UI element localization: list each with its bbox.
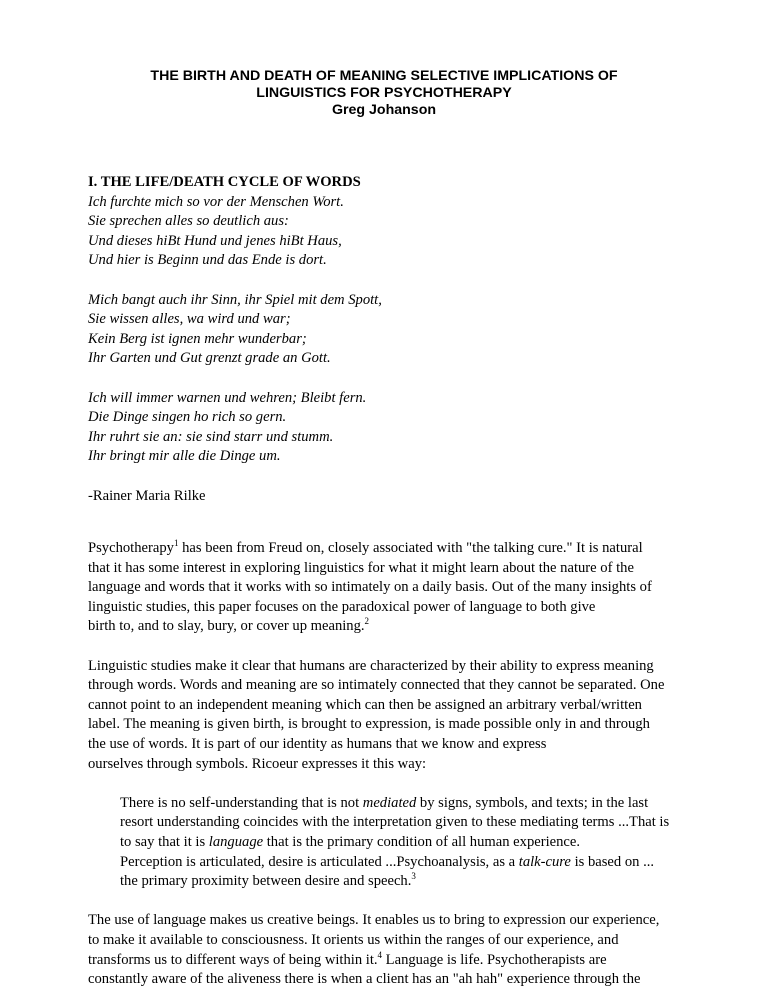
footnote-ref[interactable]: 2 xyxy=(364,616,370,627)
text-run: the primary proximity between desire and speech. xyxy=(120,873,412,890)
text-line: The use of language makes us creative beings. It enables us to bring to expression our experience, xyxy=(88,912,660,929)
paragraph-3 xyxy=(88,911,688,989)
text-line: linguistic studies, this paper focuses on the paradoxical power of language to both give xyxy=(88,598,596,615)
text-line: label. The meaning is given birth, is brought to expression, is made possible only in and through xyxy=(88,716,650,733)
text-line: the use of words. It is part of our identity as humans that we know and express xyxy=(88,736,547,753)
text-line: through words. Words and meaning are so intimately connected that they cannot be separated. One xyxy=(88,677,665,694)
text-line: that it has some interest in exploring linguistics for what it might learn about the nature of the xyxy=(88,559,634,576)
poem-stanza-3 xyxy=(88,389,688,467)
footnote-ref[interactable]: 3 xyxy=(411,871,416,882)
text-run: There is no self-understanding that is not xyxy=(120,794,363,811)
poem-line: Und dieses hiBt Hund und jenes hiBt Haus, xyxy=(88,232,342,249)
document-title xyxy=(0,68,768,119)
emphasis: language xyxy=(208,834,264,850)
emphasis: mediated xyxy=(362,794,417,811)
text-run: that is the primary condition of all human experience. xyxy=(263,834,581,850)
text-run: Perception is articulated, desire is articulated ...Psychoanalysis, as a xyxy=(120,853,519,870)
poem-line: Ich will immer warnen und wehren; Bleibt fern. xyxy=(88,389,367,406)
block-quote xyxy=(120,794,686,892)
text-run: is based on ... xyxy=(570,853,655,870)
text-run: Language is life. Psychotherapists are xyxy=(382,951,607,968)
text-line: language and words that it works with so intimately on a daily basis. Out of the many insights of xyxy=(88,579,652,596)
poem-line: Und hier is Beginn und das Ende is dort. xyxy=(88,252,327,269)
poem-line: Die Dinge singen ho rich so gern. xyxy=(88,409,287,426)
text-run: birth to, and to slay, bury, or cover up meaning. xyxy=(88,618,365,635)
poem-line: Kein Berg ist ignen mehr wunderbar; xyxy=(88,330,307,347)
author-name: Greg Johanson xyxy=(331,102,437,118)
poem-line: Ihr Garten und Gut grenzt grade an Gott. xyxy=(88,350,331,367)
paragraph-1 xyxy=(88,539,688,637)
poem-stanza-2 xyxy=(88,291,688,369)
text-run: has been from Freud on, closely associated with "the talking cure." It is natural xyxy=(178,540,643,557)
text-line: resort understanding coincides with the interpretation given to these mediating terms ...That is xyxy=(120,814,670,831)
title-line-2: LINGUISTICS FOR PSYCHOTHERAPY xyxy=(256,85,512,101)
footnote-ref[interactable]: 1 xyxy=(173,538,179,549)
text-line: Linguistic studies make it clear that humans are characterized by their ability to express meaning xyxy=(88,657,654,674)
text-run: transforms us to different ways of being within it. xyxy=(88,951,378,968)
poem-line: Ich furchte mich so vor der Menschen Wort. xyxy=(88,193,344,210)
text-run: Psychotherapy xyxy=(88,540,174,557)
poem-line: Mich bangt auch ihr Sinn, ihr Spiel mit dem Spott, xyxy=(88,291,382,308)
poem-line: Sie sprechen alles so deutlich aus: xyxy=(88,213,289,230)
poem-attribution: -Rainer Maria Rilke xyxy=(88,487,206,504)
text-line: ourselves through symbols. Ricoeur expresses it this way: xyxy=(88,755,427,772)
section-heading: I. THE LIFE/DEATH CYCLE OF WORDS xyxy=(88,174,361,190)
text-line: constantly aware of the aliveness there is when a client has an "ah hah" experience through the xyxy=(88,971,641,988)
text-line: to make it available to consciousness. It orients us within the ranges of our experience, and xyxy=(88,931,619,948)
document-body xyxy=(88,173,688,990)
text-line: cannot point to an independent meaning which can then be assigned an arbitrary verbal/written xyxy=(88,696,642,713)
poem-line: Ihr bringt mir alle die Dinge um. xyxy=(88,448,281,465)
title-line-1: THE BIRTH AND DEATH OF MEANING SELECTIVE IMPLICATIONS OF xyxy=(150,68,618,84)
paragraph-2 xyxy=(88,657,688,775)
text-run: to say that it is xyxy=(120,834,209,850)
poem xyxy=(88,193,688,467)
text-run: by signs, symbols, and texts; in the last xyxy=(416,794,649,811)
footnote-ref[interactable]: 4 xyxy=(377,949,383,960)
poem-stanza-1 xyxy=(88,193,688,271)
emphasis: talk-cure xyxy=(518,853,571,870)
poem-line: Ihr ruhrt sie an: sie sind starr und stumm. xyxy=(88,428,334,445)
poem-line: Sie wissen alles, wa wird und war; xyxy=(88,311,291,328)
